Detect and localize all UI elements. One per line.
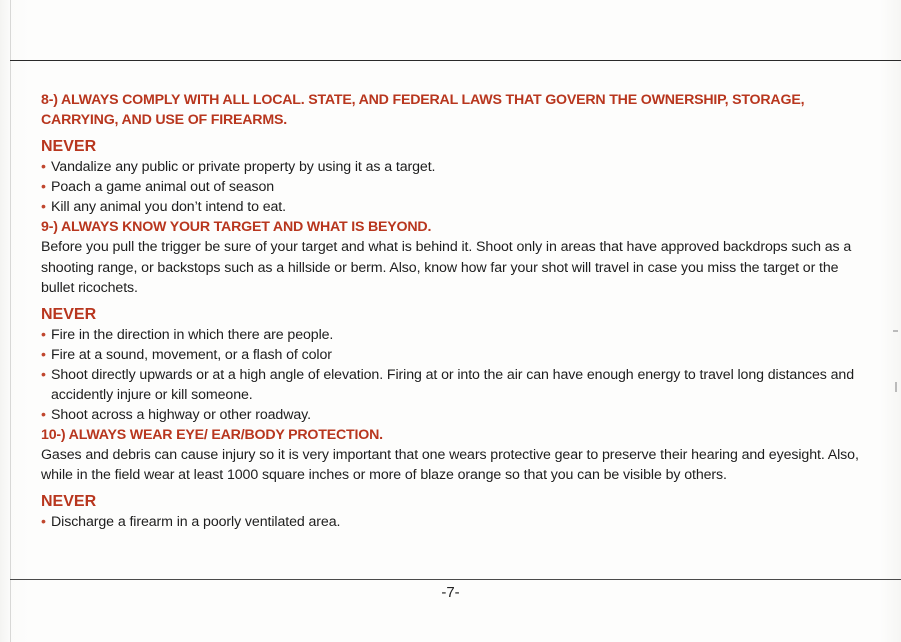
section-8 (41, 90, 871, 217)
list-item: • Kill any animal you don’t intend to eat. (41, 199, 286, 215)
list-item: • Fire in the direction in which there are people. (41, 326, 334, 343)
bullet-icon: • (41, 159, 46, 175)
page-number: -7- (441, 584, 460, 601)
list-item: • Discharge a firearm in a poorly ventilated area. (41, 513, 341, 530)
bottom-rule (10, 579, 901, 580)
list-item: • Fire at a sound, movement, or a flash of color (41, 346, 332, 363)
scan-mark (893, 330, 898, 332)
section-9 (41, 217, 871, 425)
page-edge (10, 0, 11, 642)
section-body: Before you pull the trigger be sure of your target and what is behind it. Shoot only in areas that have approved backdrops such as a shooting range, or backstops such as a hillside or berm. Also, know how far your shot will travel in case you miss the target or the bullet ricochets. (41, 239, 852, 296)
bullet-icon: • (41, 346, 46, 363)
scan-mark (895, 382, 897, 392)
never-list (41, 157, 871, 217)
section-heading: 10-) ALWAYS WEAR EYE/ EAR/BODY PROTECTION. (41, 426, 383, 443)
top-rule (10, 60, 901, 61)
never-list (41, 512, 871, 532)
section-heading: 8-) ALWAYS COMPLY WITH ALL LOCAL. STATE, AND FEDERAL LAWS THAT GOVERN THE OWNERSHIP, STORAGE, CARRYING, AND USE OF FIREARMS. (41, 92, 805, 128)
bullet-icon: • (41, 179, 46, 195)
list-item: • Vandalize any public or private property by using it as a target. (41, 159, 436, 175)
bullet-icon: • (41, 366, 46, 383)
list-item: • Shoot across a highway or other roadway. (41, 406, 311, 423)
never-label: NEVER (41, 492, 97, 510)
bullet-icon: • (41, 326, 46, 343)
section-heading: 9-) ALWAYS KNOW YOUR TARGET AND WHAT IS BEYOND. (41, 219, 432, 235)
never-label: NEVER (41, 138, 97, 155)
rules-content (41, 90, 871, 532)
never-list (41, 325, 871, 425)
section-body: Gases and debris can cause injury so it is very important that one wears protective gear to preserve their hearing and eyesight. Also, while in the field wear at least 1000 square inches or more of blaze orange so that you can be visible by others. (41, 446, 859, 483)
list-item: • Poach a game animal out of season (41, 179, 275, 195)
bullet-icon: • (41, 199, 46, 215)
section-10 (41, 425, 871, 532)
bullet-icon: • (41, 406, 46, 423)
list-item: • Shoot directly upwards or at a high angle of elevation. Firing at or into the air can have enough energy to travel long distances and accidently injure or kill someone. (41, 366, 854, 403)
never-label: NEVER (41, 305, 97, 323)
bullet-icon: • (41, 513, 46, 530)
